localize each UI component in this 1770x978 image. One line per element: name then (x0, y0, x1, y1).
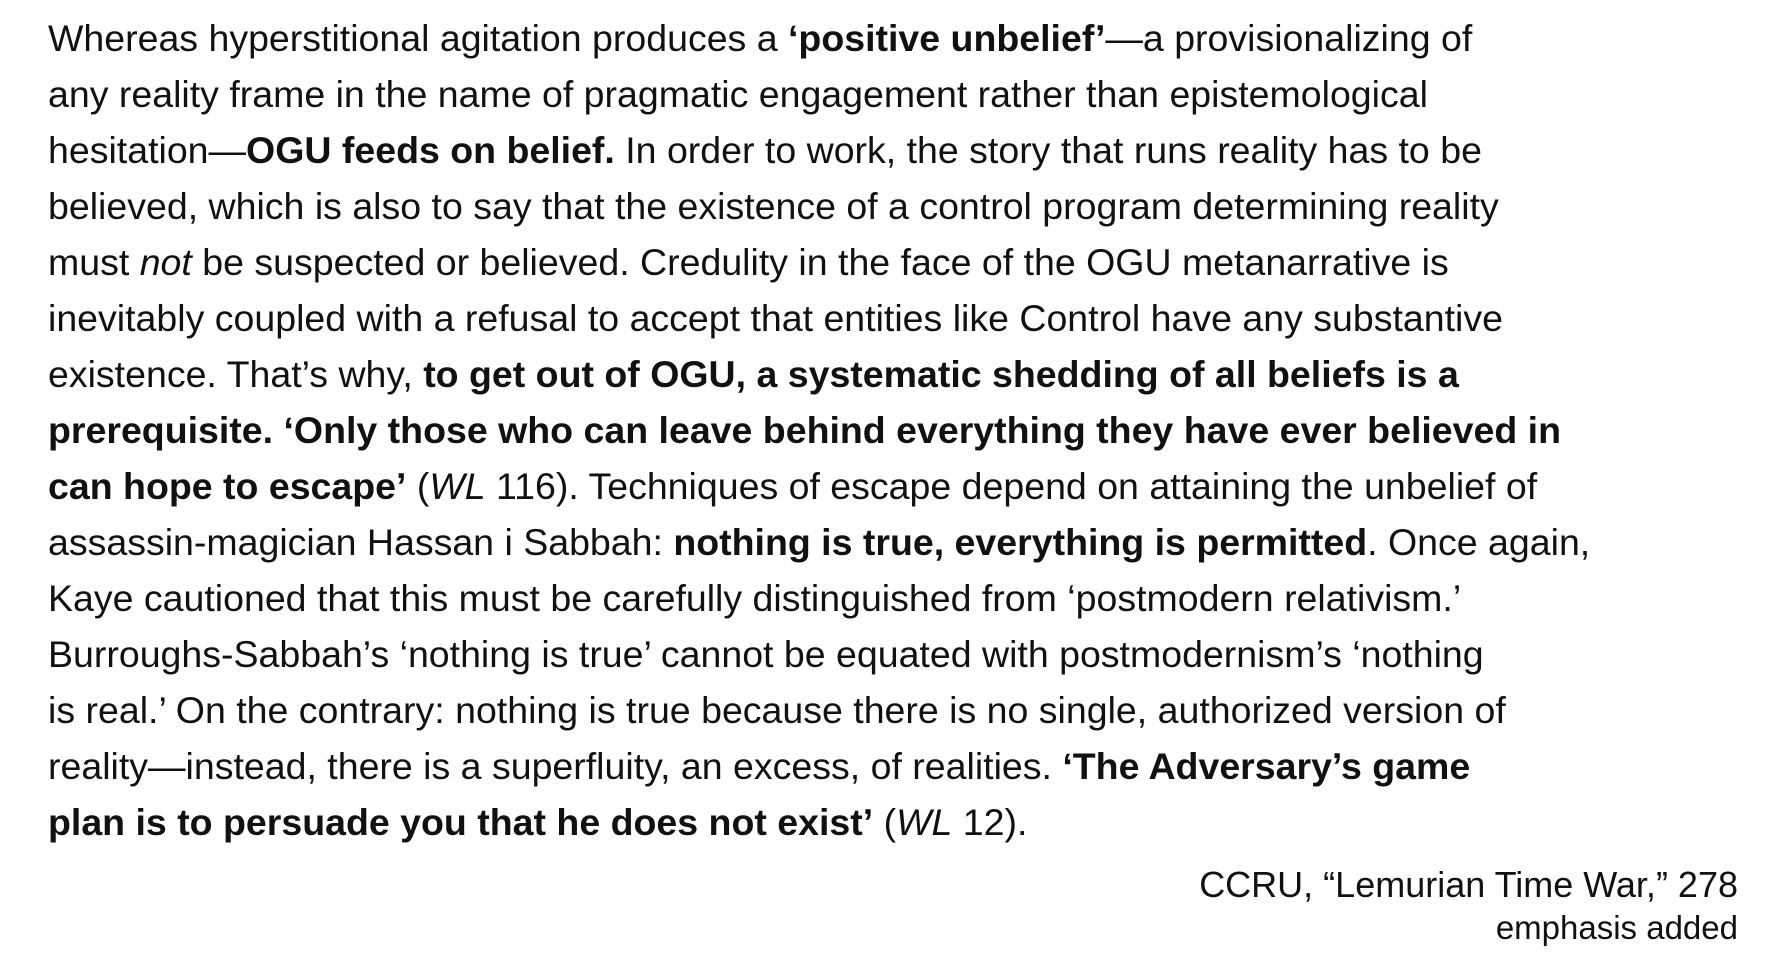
quote-text: inevitably coupled with a refusal to accept that entities like Control have any substantive (48, 297, 1503, 339)
italic-text: WL (896, 801, 953, 843)
italic-text: not (139, 241, 192, 283)
source-citation: CCRU, “Lemurian Time War,” 278 (1199, 864, 1738, 905)
quote-text: hesitation— (48, 129, 247, 171)
quote-line (48, 626, 1728, 682)
quote-text: is real.’ On the contrary: nothing is true because there is no single, authorized version of (48, 689, 1506, 731)
quote-line (48, 738, 1728, 794)
quote-text: any reality frame in the name of pragmatic engagement rather than epistemological (48, 73, 1428, 115)
quote-line (48, 402, 1728, 458)
quote-text: assassin-magician Hassan i Sabbah: (48, 521, 674, 563)
emphasized-text: ‘The Adversary’s game (1062, 745, 1471, 787)
emphasized-text: OGU feeds on belief. (246, 129, 615, 171)
quote-text: existence. That’s why, (48, 353, 424, 395)
quote-line (48, 570, 1728, 626)
quote-line (48, 122, 1728, 178)
quote-text: . Once again, (1367, 521, 1591, 563)
emphasized-text: can hope to escape’ (48, 465, 407, 507)
quote-line (48, 10, 1728, 66)
quote-text: 116). Techniques of escape depend on attaining the unbelief of (485, 465, 1538, 507)
quote-line (48, 234, 1728, 290)
quote-block (48, 10, 1728, 850)
quote-text: ( (406, 465, 430, 507)
emphasized-text: nothing is true, everything is permitted (673, 521, 1368, 563)
attribution-block (1199, 862, 1738, 948)
quote-text: In order to work, the story that runs reality has to be (614, 129, 1482, 171)
quote-text: ( (873, 801, 897, 843)
quote-text: must (48, 241, 140, 283)
emphasis-note: emphasis added (1495, 909, 1738, 946)
quote-text: Burroughs-Sabbah’s ‘nothing is true’ cannot be equated with postmodernism’s ‘nothing (48, 633, 1484, 675)
quote-line (48, 794, 1728, 850)
quote-text: believed, which is also to say that the existence of a control program determining reality (48, 185, 1499, 227)
quote-line (48, 290, 1728, 346)
quote-text: Kaye cautioned that this must be carefully distinguished from ‘postmodern relativism.’ (48, 577, 1462, 619)
emphasized-text: ‘positive unbelief’ (788, 17, 1106, 59)
quote-line (48, 178, 1728, 234)
quote-line (48, 458, 1728, 514)
emphasized-text: prerequisite. ‘Only those who can leave behind everything they have ever believed in (48, 409, 1562, 451)
quote-line (48, 682, 1728, 738)
quote-text: —a provisionalizing of (1105, 17, 1473, 59)
italic-text: WL (429, 465, 486, 507)
quote-text: 12). (952, 801, 1028, 843)
emphasized-text: plan is to persuade you that he does not exist’ (48, 801, 874, 843)
quote-text: Whereas hyperstitional agitation produces a (48, 17, 789, 59)
quote-line (48, 346, 1728, 402)
quote-line (48, 66, 1728, 122)
quote-text: reality—instead, there is a superfluity, an excess, of realities. (48, 745, 1063, 787)
emphasized-text: to get out of OGU, a systematic shedding of all beliefs is a (423, 353, 1459, 395)
quote-line (48, 514, 1728, 570)
quote-text: be suspected or believed. Credulity in the face of the OGU metanarrative is (191, 241, 1449, 283)
